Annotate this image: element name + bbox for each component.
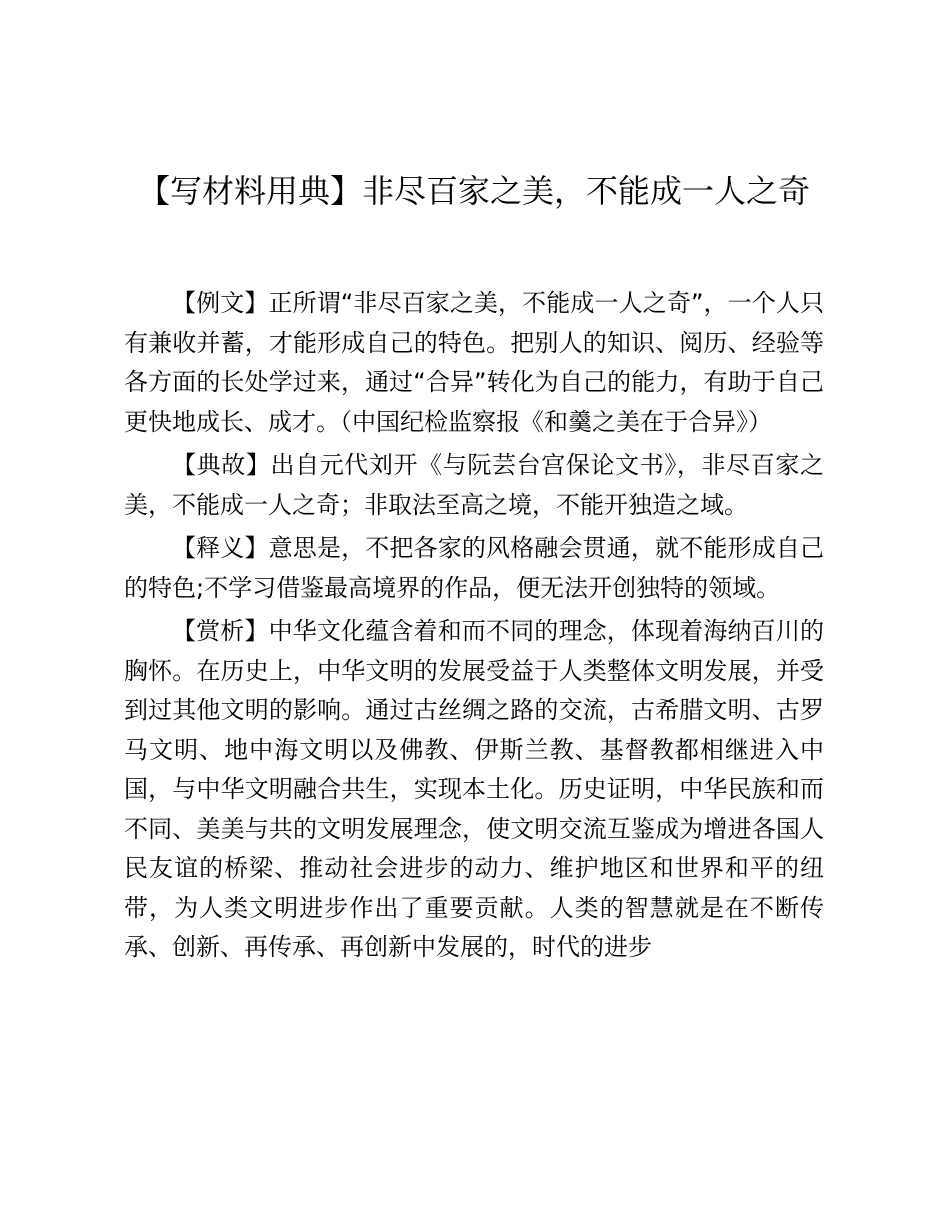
paragraph-interpretation: 【释义】意思是，不把各家的风格融会贯通，就不能形成自己的特色;不学习借鉴最高境界的作品，便无法开创独特的领域。 bbox=[124, 534, 824, 602]
paragraph-allusion: 【典故】出自元代刘开《与阮芸台宫保论文书》，非尽百家之美，不能成一人之奇；非取法至高之境，不能开独造之域。 bbox=[124, 451, 824, 519]
document-body bbox=[124, 284, 824, 972]
document-title: 【写材料用典】非尽百家之美，不能成一人之奇 bbox=[137, 172, 810, 210]
paragraph-appreciation: 【赏析】中华文化蕴含着和而不同的理念，体现着海纳百川的胸怀。在历史上，中华文明的发展受益于人类整体文明发展，并受到过其他文明的影响。通过古丝绸之路的交流，古希腊文明、古罗马文明、地中海文明以及佛教、伊斯兰教、基督教都相继进入中国，与中华文明融合共生，实现本土化。历史证明，中华民族和而不同、美美与共的文明发展理念，使文明交流互鉴成为增进各国人民友谊的桥梁、推动社会进步的动力、维护地区和世界和平的纽带，为人类文明进步作出了重要贡献。人类的智慧就是在不断传承、创新、再传承、再创新中发展的，时代的进步 bbox=[124, 617, 824, 961]
paragraph-example: 【例文】正所谓“非尽百家之美，不能成一人之奇”，一个人只有兼收并蓄，才能形成自己的特色。把别人的知识、阅历、经验等各方面的长处学过来，通过“合异”转化为自己的能力，有助于自己更快地成长、成才。（中国纪检监察报《和羹之美在于合异》） bbox=[124, 289, 824, 436]
